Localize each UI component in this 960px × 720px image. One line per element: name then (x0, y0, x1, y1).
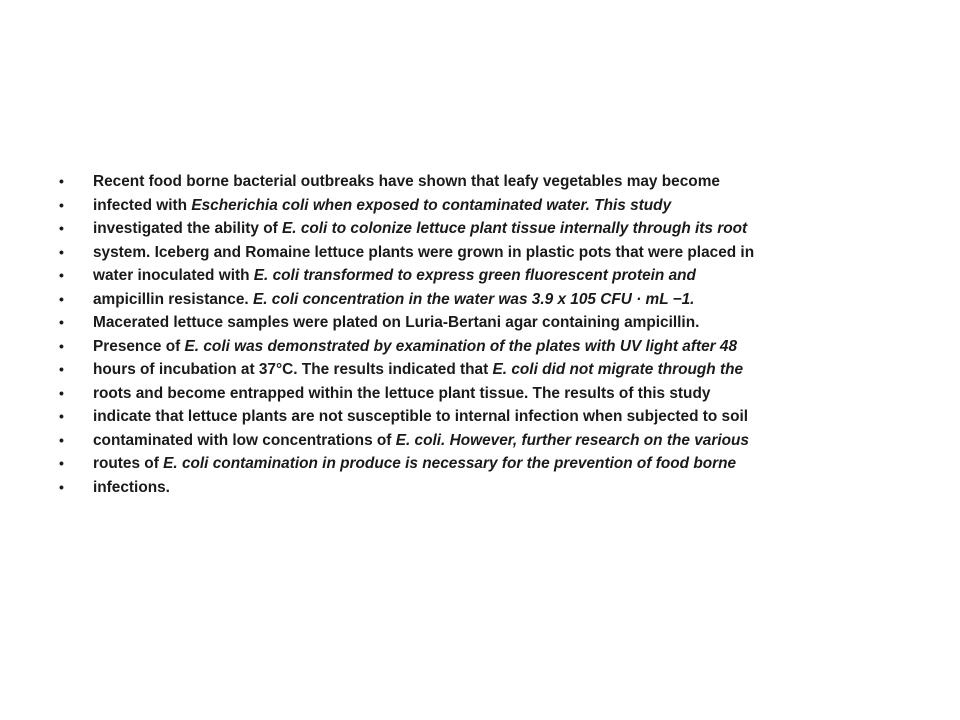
bullet-dot-icon: • (59, 408, 64, 424)
text-segment: water inoculated with (93, 267, 254, 284)
italic-text-segment: E. coli did not migrate through the (492, 361, 744, 378)
text-segment: contaminated with low concentrations of (93, 431, 396, 449)
italic-text-segment: E. coli to colonize lettuce plant tissue internally through its root (282, 220, 748, 237)
bullet-line (59, 311, 754, 335)
italic-text-segment: E. coli concentration in the water was 3.9 x 105 CFU · mL −1. (252, 290, 695, 308)
bullet-dot-icon: • (59, 220, 64, 236)
text-segment: Presence of (93, 337, 185, 355)
text-segment: roots and become entrapped within the lettuce plant tissue. The results of this study (93, 384, 711, 402)
text-segment: Recent food borne bacterial outbreaks have shown that leafy vegetables may become (93, 173, 720, 190)
abstract-bullet-list (59, 170, 754, 499)
bullet-line (59, 429, 754, 453)
italic-text-segment: Escherichia coli when exposed to contaminated water. This study (191, 196, 672, 214)
bullet-line (59, 476, 754, 500)
text-segment: infected with (93, 196, 192, 214)
italic-text-segment: E. coli. However, further research on the various (395, 431, 749, 449)
italic-text-segment: E. coli contamination in produce is necessary for the prevention of food borne (163, 455, 737, 472)
bullet-dot-icon: • (59, 314, 64, 330)
bullet-dot-icon: • (59, 243, 64, 260)
bullet-line (59, 382, 754, 406)
text-segment: indicate that lettuce plants are not susceptible to internal infection when subjected to soil (93, 408, 749, 425)
bullet-line (59, 264, 754, 288)
bullet-line (59, 241, 754, 265)
bullet-dot-icon: • (59, 290, 64, 307)
bullet-dot-icon: • (59, 173, 64, 189)
bullet-dot-icon: • (59, 384, 64, 401)
text-segment: ampicillin resistance. (93, 290, 253, 308)
bullet-line (59, 170, 754, 194)
bullet-line (59, 194, 754, 218)
bullet-line (59, 452, 754, 476)
bullet-dot-icon: • (59, 337, 64, 354)
bullet-line (59, 358, 754, 382)
bullet-dot-icon: • (59, 431, 64, 448)
italic-text-segment: E. coli was demonstrated by examination of the plates with UV light after 48 (184, 337, 738, 355)
bullet-line (59, 335, 754, 359)
text-segment: infections. (93, 478, 170, 496)
bullet-dot-icon: • (59, 196, 64, 213)
bullet-dot-icon: • (59, 478, 64, 495)
italic-text-segment: E. coli transformed to express green fluorescent protein and (253, 267, 696, 284)
text-segment: system. Iceberg and Romaine lettuce plants were grown in plastic pots that were placed in (93, 243, 755, 261)
bullet-dot-icon: • (59, 455, 64, 471)
bullet-line (59, 288, 754, 312)
bullet-dot-icon: • (59, 267, 64, 283)
bullet-line (59, 217, 754, 241)
text-segment: routes of (93, 455, 164, 472)
bullet-dot-icon: • (59, 361, 64, 377)
text-segment: hours of incubation at 37°C. The results indicated that (93, 361, 493, 378)
text-segment: Macerated lettuce samples were plated on Luria-Bertani agar containing ampicillin. (93, 314, 700, 331)
text-segment: investigated the ability of (93, 220, 282, 237)
bullet-line (59, 405, 754, 429)
